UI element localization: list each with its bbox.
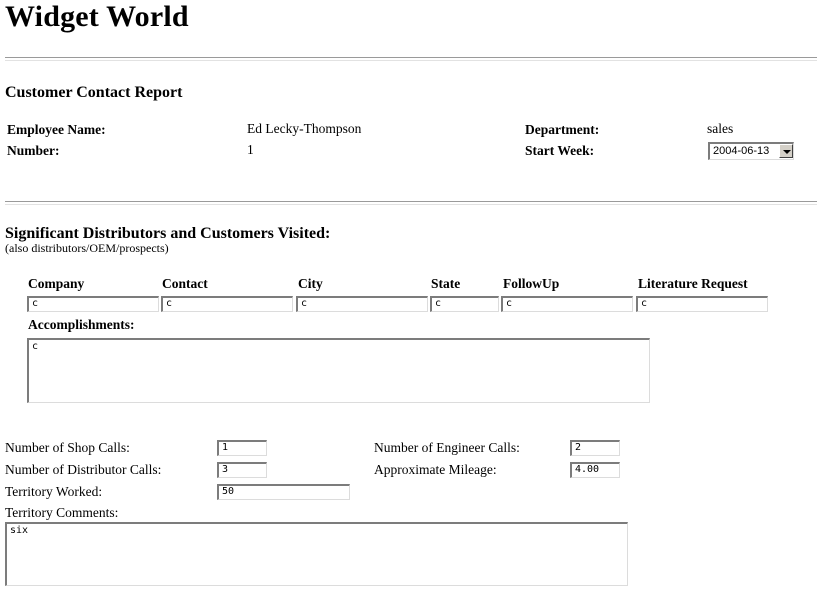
shop-calls-input[interactable]: 1 (217, 440, 267, 456)
divider (5, 201, 817, 205)
engineer-calls-input[interactable]: 2 (570, 440, 620, 456)
mileage-input[interactable]: 4.00 (570, 462, 620, 478)
territory-worked-input[interactable]: 50 (217, 484, 350, 500)
territory-worked-label: Territory Worked: (5, 484, 103, 499)
department-value: sales (707, 121, 734, 136)
company-input[interactable]: c (27, 296, 159, 312)
start-week-select[interactable] (708, 142, 794, 160)
start-week-label: Start Week: (525, 143, 595, 158)
followup-input[interactable]: c (501, 296, 633, 312)
visits-heading: Significant Distributors and Customers Visited: (5, 225, 331, 242)
territory-comments-textarea[interactable]: six (5, 522, 628, 586)
distributor-calls-label: Number of Distributor Calls: (5, 462, 162, 477)
accomplishments-textarea[interactable]: c (27, 338, 650, 403)
report-title: Customer Contact Report (5, 84, 183, 101)
start-week-value: 2004-06-13 (713, 145, 770, 157)
shop-calls-label: Number of Shop Calls: (5, 440, 130, 455)
contact-input[interactable]: c (161, 296, 293, 312)
number-label: Number: (7, 143, 60, 158)
state-input[interactable]: c (430, 296, 499, 312)
department-label: Department: (525, 122, 600, 137)
employee-name-value: Ed Lecky-Thompson (247, 121, 362, 136)
column-header-company: Company (28, 276, 85, 291)
number-value: 1 (247, 142, 254, 157)
visits-subheading: (also distributors/OEM/prospects) (5, 241, 169, 255)
mileage-label: Approximate Mileage: (374, 462, 497, 477)
employee-name-label: Employee Name: (7, 122, 106, 137)
engineer-calls-label: Number of Engineer Calls: (374, 440, 520, 455)
page-title: Widget World (5, 0, 189, 33)
column-header-contact: Contact (162, 276, 208, 291)
literature-request-input[interactable]: c (636, 296, 768, 312)
distributor-calls-input[interactable]: 3 (217, 462, 267, 478)
accomplishments-label: Accomplishments: (28, 317, 135, 332)
column-header-followup: FollowUp (503, 276, 560, 291)
column-header-literature-request: Literature Request (638, 276, 748, 291)
column-header-state: State (431, 276, 461, 291)
territory-comments-label: Territory Comments: (5, 505, 119, 520)
chevron-down-icon[interactable] (779, 144, 793, 158)
divider (5, 57, 817, 61)
city-input[interactable]: c (296, 296, 428, 312)
column-header-city: City (298, 276, 323, 291)
